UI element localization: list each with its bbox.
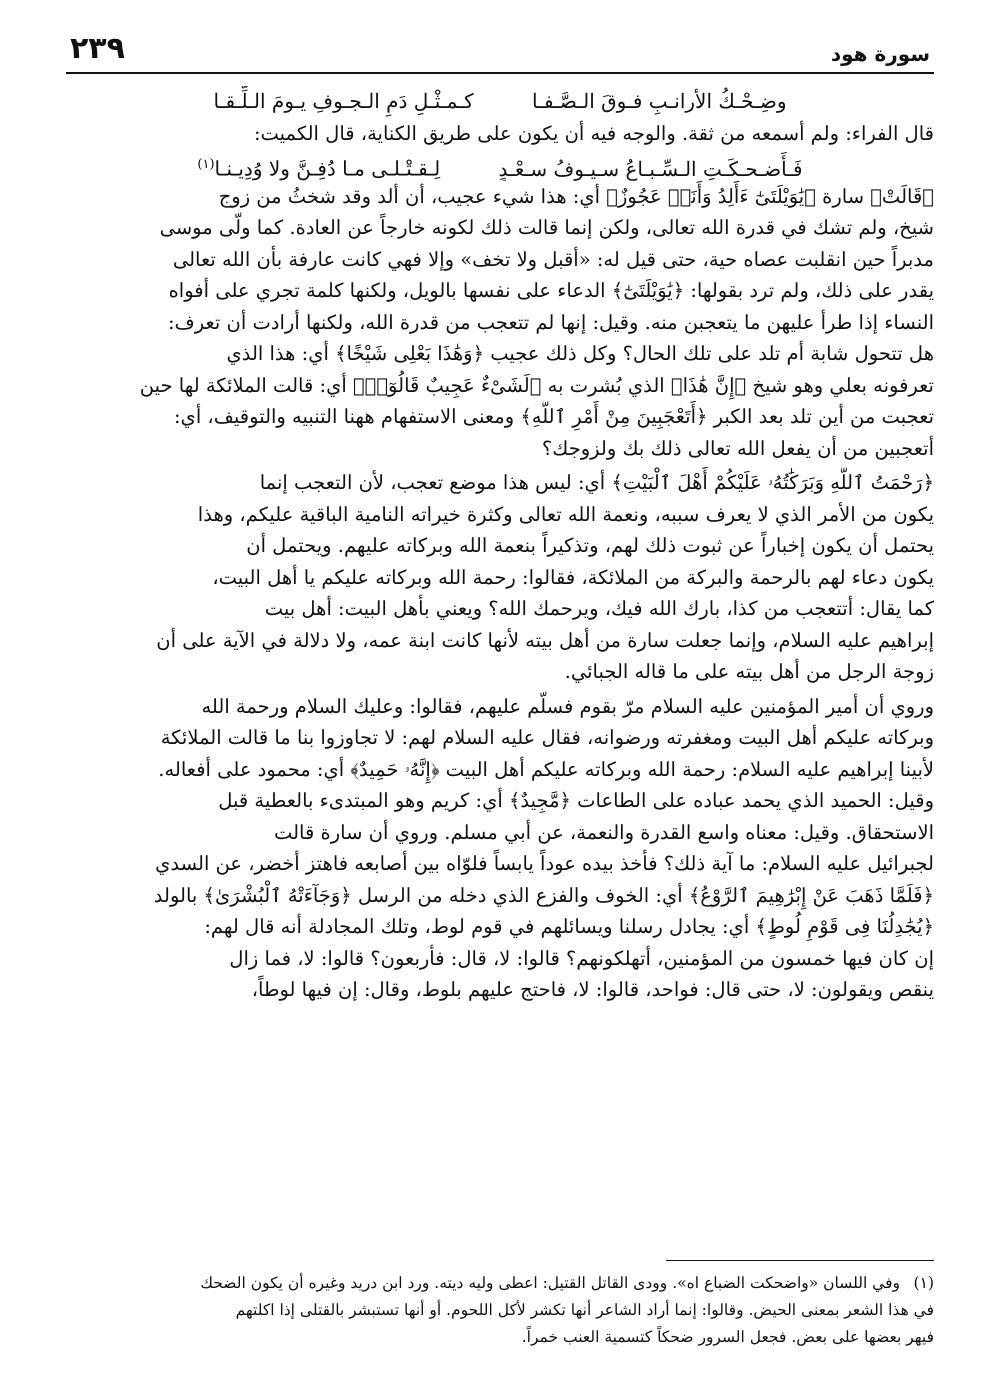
text-line: تعجبت من أين تلد بعد الكبر ﴿أَتَعْجَبِينَ مِنْ أَمْرِ ٱللَّهِ﴾ ومعنى الاستفهام ههنا التنبيه والتوقيف، أي: [173,405,934,428]
text-line: زوجة الرجل من أهل بيته على ما قاله الجبائي. [564,660,934,683]
poetry-verse [66,149,934,181]
verse-hemistich-right: فَـأَضـحـكَـتِ الـسِّـبـاعُ سـيـوفُ سـعْـدٍ [498,156,803,181]
poetry-verse [66,86,934,118]
paragraph [66,181,934,465]
verse-hemistich-right: وضِـحْـكُ الأرانـبِ فـوقَ الـصَّـفـا [531,89,787,113]
text-line: هل تتحول شابة أم تلد على تلك الحال؟ وكل ذلك عجيب ﴿وَهَٰذَا بَعْلِى شَيْخًا﴾ أي: هذا الذي [226,342,934,365]
footnote-text: وفي اللسان «واضحكت الضباع اه». وودى القاتل القتيل: اعطى وليه ديته. ورد ابن دريد وغيره أن يكون الضحك [200,1274,900,1292]
text-line: النساء إذا طرأ عليهن ما يتعجبن منه. وقيل: إنها لم تتعجب من قدرة الله، ولكنها أرادت أن تعرف: [167,310,934,334]
footnote-ref[interactable]: (١) [197,157,215,172]
footnotes [66,1270,934,1351]
paragraph [66,467,934,688]
text-line: إن كان فيها خمسون من المؤمنين، أتهلكونهم؟ قالوا: لا، قال: فأربعون؟ قالوا: لا، فما زال [229,946,934,970]
page-header [66,28,934,74]
text-line: ﴿قَالَتْ﴾ سارة ﴿يَٰوَيْلَتَىٰٓ ءَأَلِدُ وَأَنَا۠ عَجُوزٌ﴾ أي: هذا شيء عجيب، أن ألد وقد شخثُ من زوج [218,184,934,208]
text-line: ينقص ويقولون: لا، حتى قال: فواحد، قالوا: لا، فاحتج عليهم بلوط، وقال: إن فيها لوطاً، [251,978,934,1001]
verse-hemistich-left-text: لِـقـتْـلـى مـا دُفِـنَّ ولا وُدِيـنـا [214,156,441,181]
text-line: قال الفراء: ولم أسمعه من ثقة. والوجه فيه أن يكون على طريق الكناية، قال الكميت: [253,121,934,145]
text-line: أتعجبين من أن يفعل الله تعالى ذلك بك ولزوجك؟ [541,436,934,460]
footnote-divider [666,1260,934,1261]
paragraph [66,118,934,150]
text-line: مدبراً حين انقلبت عصاه حية، حتى قيل له: «أقبل ولا تخف» وإلا فهي كانت عارفة بأن الله تعالى [172,247,934,271]
text-line: لأبينا إبراهيم عليه السلام: رحمة الله وبركاته عليكم أهل البيت ﴿إِنَّهُۥ حَمِيدٌ﴾ أي: محمود على أفعاله. [158,757,934,781]
text-line: الاستحقاق. وقيل: معناه واسع القدرة والنعمة، عن أبي مسلم. وروي أن سارة قالت [273,820,934,844]
footnote-line: فيهر بعضها على بعض. فجعل السرور ضحكاً كتسمية العنب خمراً. [521,1328,934,1346]
text-line: شيخ، ولم تشك في قدرة الله تعالى، ولكن إنما قالت ذلك لكونه خارجاً عن العادة. كما ولّى موسى [159,216,934,239]
text-line: وبركاته عليكم أهل البيت ومغفرته ورضوانه، فقال عليه السلام لهم: لا تجاوزوا بنا ما قالت الملائكة [160,726,934,749]
page-number: ٢٣٩ [70,31,125,66]
surah-name: سورة هود [830,42,930,66]
text-line: وروي أن أمير المؤمنين عليه السلام مرّ بقوم فسلّم عليهم، فقالوا: وعليك السلام ورحمة الله [201,694,934,718]
verse-hemistich-left [197,149,440,181]
text-line: وقيل: الحميد الذي يحمد عباده على الطاعات ﴿مَّجِيدٌ﴾ أي: كريم وهو المبتدىء بالعطية قبل [218,789,934,812]
footnote-line: في هذا الشعر بمعنى الحيض. وقالوا: إنما أراد الشاعر أنها تكشر لأكل اللحوم. أو أنها تستبشر بالقتلى إذا اكلتهم [235,1301,934,1319]
text-line: ﴿يُجَٰدِلُنَا فِى قَوْمِ لُوطٍ﴾ أي: يجادل رسلنا ويسائلهم في قوم لوط، وتلك المجادلة أنه قال لهم: [204,915,934,938]
text-line: يكون من الأمر الذي لا يعرف سببه، ونعمة الله تعالى وكثرة خيراته النامية الباقية عليكم، وهذا [197,502,934,526]
text-line: إبراهيم عليه السلام، وإنما جعلت سارة من أهل بيته لأنها كانت ابنة عمه، ولا دلالة في الآية على أن [156,628,934,652]
text-line: ﴿فَلَمَّا ذَهَبَ عَنْ إِبْرَٰهِيمَ ٱلرَّوْعُ﴾ أي: الخوف والفزع الذي دخله من الرسل ﴿وَجَآءَتْهُ ٱلْبُشْرَىٰ﴾ بالولد [153,883,934,907]
text-line: لجبرائيل عليه السلام: ما آية ذلك؟ فأخذ بيده عوداً يابساً فلوّاه بين أصابعه فاهتز أخضر، عن السدي [155,852,934,875]
document-page [66,28,934,1368]
text-line: ﴿رَحْمَتُ ٱللَّهِ وَبَرَكَٰتُهُۥ عَلَيْكُمْ أَهْلَ ٱلْبَيْتِ﴾ أي: ليس هذا موضع تعجب، لأن التعجب إنما [259,471,934,494]
verse-hemistich-left: كـمـثْـلِ دَمِ الـجـوفِ يـومَ الـلِّـقـا [213,89,474,113]
paragraph [66,691,934,1006]
main-text [66,86,934,1006]
text-line: يقدر على ذلك، ولم ترد بقولها: ﴿يَٰوَيْلَتَىٰٓ﴾ الدعاء على نفسها بالويل، ولكنها كلمة تجري على أفواه [168,279,934,302]
footnote-marker: (١) [913,1274,934,1292]
text-line: يحتمل أن يكون إخباراً عن ثبوت ذلك لهم، وتذكيراً بنعمة الله وبركاته عليهم. ويحتمل أن [246,534,934,557]
text-line: كما يقال: أتتعجب من كذا، بارك الله فيك، ويرحمك الله؟ ويعني بأهل البيت: أهل بيت [264,597,934,620]
text-line: تعرفونه بعلي وهو شيخ ﴿إِنَّ هَٰذَا﴾ الذي بُشرت به ﴿لَشَىْءٌ عَجِيبٌ قَالُوٓا۟﴾ أي: قالت الملائكة لها حين [139,373,934,397]
text-line: يكون دعاء لهم بالرحمة والبركة من الملائكة، فقالوا: رحمة الله وبركاته عليكم يا أهل البيت، [212,565,934,589]
footnote-line [66,1270,934,1297]
